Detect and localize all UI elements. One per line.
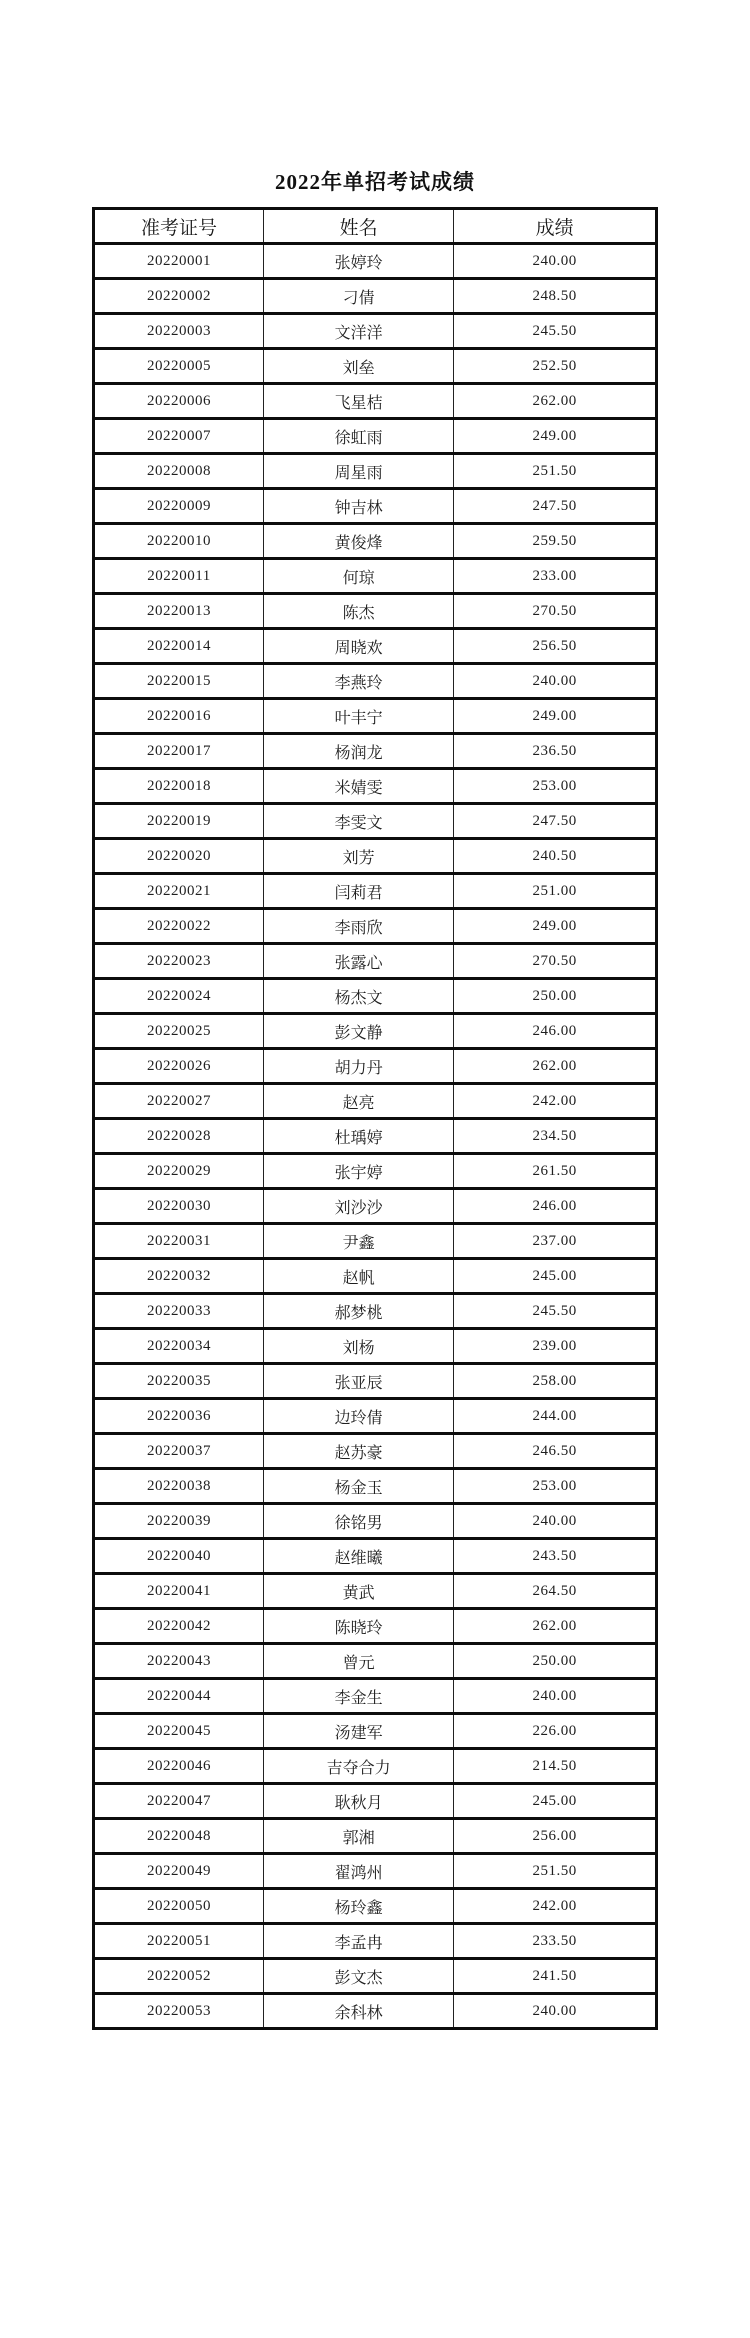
score-cell: 262.00 bbox=[454, 384, 657, 419]
name-cell: 杨玲鑫 bbox=[264, 1889, 454, 1924]
name-cell: 杨金玉 bbox=[264, 1469, 454, 1504]
exam-id-cell: 20220049 bbox=[94, 1854, 264, 1889]
exam-id-cell: 20220033 bbox=[94, 1294, 264, 1329]
exam-id-cell: 20220022 bbox=[94, 909, 264, 944]
name-cell: 徐虹雨 bbox=[264, 419, 454, 454]
table-row bbox=[94, 804, 657, 839]
table-row bbox=[94, 1329, 657, 1364]
table-row bbox=[94, 1609, 657, 1644]
score-cell: 258.00 bbox=[454, 1364, 657, 1399]
score-cell: 242.00 bbox=[454, 1084, 657, 1119]
score-cell: 261.50 bbox=[454, 1154, 657, 1189]
table-row bbox=[94, 384, 657, 419]
name-cell: 杜瑀婷 bbox=[264, 1119, 454, 1154]
score-cell: 249.00 bbox=[454, 699, 657, 734]
exam-id-cell: 20220011 bbox=[94, 559, 264, 594]
exam-id-cell: 20220043 bbox=[94, 1644, 264, 1679]
table-row bbox=[94, 1364, 657, 1399]
table-row bbox=[94, 874, 657, 909]
name-cell: 郭湘 bbox=[264, 1819, 454, 1854]
table-row bbox=[94, 419, 657, 454]
name-cell: 飞星桔 bbox=[264, 384, 454, 419]
exam-id-cell: 20220051 bbox=[94, 1924, 264, 1959]
exam-id-cell: 20220039 bbox=[94, 1504, 264, 1539]
table-row bbox=[94, 1084, 657, 1119]
table-row bbox=[94, 1189, 657, 1224]
score-cell: 240.00 bbox=[454, 1994, 657, 2029]
exam-id-cell: 20220046 bbox=[94, 1749, 264, 1784]
table-row bbox=[94, 1784, 657, 1819]
table-row bbox=[94, 664, 657, 699]
score-cell: 249.00 bbox=[454, 419, 657, 454]
name-cell: 赵帆 bbox=[264, 1259, 454, 1294]
score-cell: 245.00 bbox=[454, 1784, 657, 1819]
table-row bbox=[94, 839, 657, 874]
name-cell: 赵苏豪 bbox=[264, 1434, 454, 1469]
table-body bbox=[94, 244, 657, 2029]
exam-id-cell: 20220042 bbox=[94, 1609, 264, 1644]
header-name: 姓名 bbox=[264, 209, 454, 244]
name-cell: 刘杨 bbox=[264, 1329, 454, 1364]
name-cell: 翟鸿州 bbox=[264, 1854, 454, 1889]
name-cell: 杨杰文 bbox=[264, 979, 454, 1014]
exam-id-cell: 20220001 bbox=[94, 244, 264, 279]
name-cell: 黄俊烽 bbox=[264, 524, 454, 559]
exam-id-cell: 20220017 bbox=[94, 734, 264, 769]
table-row bbox=[94, 1854, 657, 1889]
name-cell: 陈晓玲 bbox=[264, 1609, 454, 1644]
score-cell: 253.00 bbox=[454, 1469, 657, 1504]
score-cell: 248.50 bbox=[454, 279, 657, 314]
score-cell: 250.00 bbox=[454, 1644, 657, 1679]
score-cell: 264.50 bbox=[454, 1574, 657, 1609]
name-cell: 张亚辰 bbox=[264, 1364, 454, 1399]
exam-id-cell: 20220005 bbox=[94, 349, 264, 384]
name-cell: 周星雨 bbox=[264, 454, 454, 489]
exam-id-cell: 20220025 bbox=[94, 1014, 264, 1049]
score-cell: 247.50 bbox=[454, 804, 657, 839]
table-row bbox=[94, 1679, 657, 1714]
name-cell: 何琼 bbox=[264, 559, 454, 594]
table-row bbox=[94, 314, 657, 349]
name-cell: 赵维曦 bbox=[264, 1539, 454, 1574]
exam-id-cell: 20220034 bbox=[94, 1329, 264, 1364]
exam-id-cell: 20220003 bbox=[94, 314, 264, 349]
name-cell: 刘垒 bbox=[264, 349, 454, 384]
table-row bbox=[94, 1819, 657, 1854]
name-cell: 陈杰 bbox=[264, 594, 454, 629]
name-cell: 刘沙沙 bbox=[264, 1189, 454, 1224]
exam-id-cell: 20220021 bbox=[94, 874, 264, 909]
table-row bbox=[94, 1959, 657, 1994]
score-cell: 262.00 bbox=[454, 1049, 657, 1084]
exam-id-cell: 20220006 bbox=[94, 384, 264, 419]
score-cell: 249.00 bbox=[454, 909, 657, 944]
table-row bbox=[94, 1224, 657, 1259]
score-table bbox=[92, 207, 658, 2030]
name-cell: 李雨欣 bbox=[264, 909, 454, 944]
table-row bbox=[94, 629, 657, 664]
table-row bbox=[94, 594, 657, 629]
name-cell: 赵亮 bbox=[264, 1084, 454, 1119]
score-cell: 251.00 bbox=[454, 874, 657, 909]
exam-id-cell: 20220013 bbox=[94, 594, 264, 629]
table-row bbox=[94, 1434, 657, 1469]
score-cell: 250.00 bbox=[454, 979, 657, 1014]
score-cell: 246.00 bbox=[454, 1014, 657, 1049]
score-cell: 242.00 bbox=[454, 1889, 657, 1924]
exam-id-cell: 20220028 bbox=[94, 1119, 264, 1154]
score-cell: 240.50 bbox=[454, 839, 657, 874]
name-cell: 尹鑫 bbox=[264, 1224, 454, 1259]
exam-id-cell: 20220045 bbox=[94, 1714, 264, 1749]
name-cell: 张宇婷 bbox=[264, 1154, 454, 1189]
name-cell: 黄武 bbox=[264, 1574, 454, 1609]
exam-id-cell: 20220024 bbox=[94, 979, 264, 1014]
table-row bbox=[94, 349, 657, 384]
table-row bbox=[94, 244, 657, 279]
table-row bbox=[94, 524, 657, 559]
score-cell: 226.00 bbox=[454, 1714, 657, 1749]
score-cell: 245.50 bbox=[454, 1294, 657, 1329]
name-cell: 刁倩 bbox=[264, 279, 454, 314]
score-cell: 214.50 bbox=[454, 1749, 657, 1784]
table-row bbox=[94, 1749, 657, 1784]
table-row bbox=[94, 279, 657, 314]
table-row bbox=[94, 1119, 657, 1154]
name-cell: 张露心 bbox=[264, 944, 454, 979]
table-row bbox=[94, 1014, 657, 1049]
table-row bbox=[94, 1539, 657, 1574]
score-cell: 241.50 bbox=[454, 1959, 657, 1994]
exam-id-cell: 20220002 bbox=[94, 279, 264, 314]
name-cell: 耿秋月 bbox=[264, 1784, 454, 1819]
table-row bbox=[94, 1644, 657, 1679]
exam-id-cell: 20220016 bbox=[94, 699, 264, 734]
table-row bbox=[94, 489, 657, 524]
exam-id-cell: 20220010 bbox=[94, 524, 264, 559]
name-cell: 郝梦桃 bbox=[264, 1294, 454, 1329]
table-row bbox=[94, 699, 657, 734]
table-row bbox=[94, 1714, 657, 1749]
score-cell: 270.50 bbox=[454, 944, 657, 979]
table-row bbox=[94, 1154, 657, 1189]
exam-id-cell: 20220037 bbox=[94, 1434, 264, 1469]
exam-id-cell: 20220053 bbox=[94, 1994, 264, 2029]
exam-id-cell: 20220044 bbox=[94, 1679, 264, 1714]
table-row bbox=[94, 909, 657, 944]
name-cell: 钟吉林 bbox=[264, 489, 454, 524]
table-row bbox=[94, 769, 657, 804]
exam-id-cell: 20220009 bbox=[94, 489, 264, 524]
exam-id-cell: 20220019 bbox=[94, 804, 264, 839]
name-cell: 李金生 bbox=[264, 1679, 454, 1714]
score-cell: 262.00 bbox=[454, 1609, 657, 1644]
name-cell: 汤建军 bbox=[264, 1714, 454, 1749]
score-cell: 256.50 bbox=[454, 629, 657, 664]
exam-id-cell: 20220048 bbox=[94, 1819, 264, 1854]
score-cell: 243.50 bbox=[454, 1539, 657, 1574]
score-cell: 245.00 bbox=[454, 1259, 657, 1294]
table-row bbox=[94, 944, 657, 979]
table-row bbox=[94, 1399, 657, 1434]
table-row bbox=[94, 1924, 657, 1959]
score-cell: 240.00 bbox=[454, 244, 657, 279]
name-cell: 吉夺合力 bbox=[264, 1749, 454, 1784]
name-cell: 边玲倩 bbox=[264, 1399, 454, 1434]
name-cell: 曾元 bbox=[264, 1644, 454, 1679]
exam-id-cell: 20220007 bbox=[94, 419, 264, 454]
name-cell: 叶丰宁 bbox=[264, 699, 454, 734]
score-cell: 237.00 bbox=[454, 1224, 657, 1259]
header-exam-id: 准考证号 bbox=[94, 209, 264, 244]
score-cell: 246.00 bbox=[454, 1189, 657, 1224]
table-row bbox=[94, 1889, 657, 1924]
table-row bbox=[94, 1994, 657, 2029]
header-score: 成绩 bbox=[454, 209, 657, 244]
name-cell: 李燕玲 bbox=[264, 664, 454, 699]
table-row bbox=[94, 559, 657, 594]
score-cell: 245.50 bbox=[454, 314, 657, 349]
score-cell: 233.50 bbox=[454, 1924, 657, 1959]
score-cell: 246.50 bbox=[454, 1434, 657, 1469]
table-row bbox=[94, 1469, 657, 1504]
name-cell: 周晓欢 bbox=[264, 629, 454, 664]
exam-id-cell: 20220020 bbox=[94, 839, 264, 874]
score-cell: 240.00 bbox=[454, 664, 657, 699]
score-cell: 247.50 bbox=[454, 489, 657, 524]
exam-id-cell: 20220008 bbox=[94, 454, 264, 489]
exam-id-cell: 20220038 bbox=[94, 1469, 264, 1504]
name-cell: 彭文静 bbox=[264, 1014, 454, 1049]
table-header-row bbox=[94, 209, 657, 244]
table-row bbox=[94, 1294, 657, 1329]
exam-id-cell: 20220014 bbox=[94, 629, 264, 664]
page-title: 2022年单招考试成绩 bbox=[275, 170, 475, 194]
name-cell: 李雯文 bbox=[264, 804, 454, 839]
exam-id-cell: 20220023 bbox=[94, 944, 264, 979]
score-cell: 251.50 bbox=[454, 1854, 657, 1889]
name-cell: 米婧雯 bbox=[264, 769, 454, 804]
table-head bbox=[94, 209, 657, 244]
table-row bbox=[94, 1049, 657, 1084]
name-cell: 文洋洋 bbox=[264, 314, 454, 349]
name-cell: 闫莉君 bbox=[264, 874, 454, 909]
exam-id-cell: 20220036 bbox=[94, 1399, 264, 1434]
exam-id-cell: 20220040 bbox=[94, 1539, 264, 1574]
exam-id-cell: 20220031 bbox=[94, 1224, 264, 1259]
table-row bbox=[94, 1504, 657, 1539]
score-cell: 239.00 bbox=[454, 1329, 657, 1364]
exam-id-cell: 20220047 bbox=[94, 1784, 264, 1819]
name-cell: 余科林 bbox=[264, 1994, 454, 2029]
exam-id-cell: 20220050 bbox=[94, 1889, 264, 1924]
name-cell: 李孟冉 bbox=[264, 1924, 454, 1959]
score-cell: 240.00 bbox=[454, 1504, 657, 1539]
score-cell: 234.50 bbox=[454, 1119, 657, 1154]
table-row bbox=[94, 979, 657, 1014]
name-cell: 彭文杰 bbox=[264, 1959, 454, 1994]
table-row bbox=[94, 1259, 657, 1294]
name-cell: 张婷玲 bbox=[264, 244, 454, 279]
score-cell: 256.00 bbox=[454, 1819, 657, 1854]
exam-id-cell: 20220018 bbox=[94, 769, 264, 804]
exam-id-cell: 20220052 bbox=[94, 1959, 264, 1994]
score-cell: 253.00 bbox=[454, 769, 657, 804]
exam-id-cell: 20220030 bbox=[94, 1189, 264, 1224]
name-cell: 徐铭男 bbox=[264, 1504, 454, 1539]
score-cell: 240.00 bbox=[454, 1679, 657, 1714]
score-cell: 251.50 bbox=[454, 454, 657, 489]
score-cell: 236.50 bbox=[454, 734, 657, 769]
score-cell: 270.50 bbox=[454, 594, 657, 629]
exam-id-cell: 20220027 bbox=[94, 1084, 264, 1119]
exam-id-cell: 20220029 bbox=[94, 1154, 264, 1189]
name-cell: 杨润龙 bbox=[264, 734, 454, 769]
exam-id-cell: 20220041 bbox=[94, 1574, 264, 1609]
score-cell: 252.50 bbox=[454, 349, 657, 384]
table-row bbox=[94, 734, 657, 769]
table-row bbox=[94, 454, 657, 489]
name-cell: 胡力丹 bbox=[264, 1049, 454, 1084]
exam-id-cell: 20220015 bbox=[94, 664, 264, 699]
score-cell: 244.00 bbox=[454, 1399, 657, 1434]
table-row bbox=[94, 1574, 657, 1609]
exam-id-cell: 20220026 bbox=[94, 1049, 264, 1084]
exam-id-cell: 20220032 bbox=[94, 1259, 264, 1294]
score-cell: 259.50 bbox=[454, 524, 657, 559]
name-cell: 刘芳 bbox=[264, 839, 454, 874]
score-cell: 233.00 bbox=[454, 559, 657, 594]
exam-id-cell: 20220035 bbox=[94, 1364, 264, 1399]
